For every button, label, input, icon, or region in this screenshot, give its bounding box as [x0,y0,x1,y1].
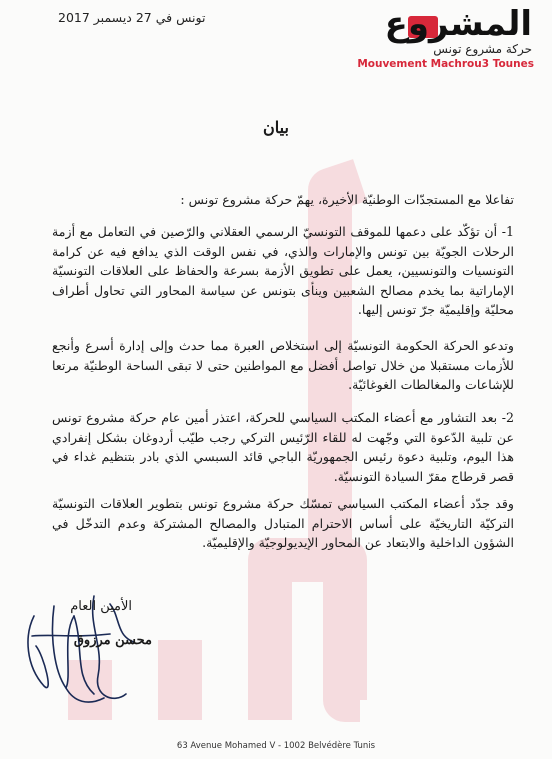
document-title: بيان [263,118,289,137]
paragraph-1: 1- أن تؤكّد على دعمها للموقف التونسيّ الرسمي العقلاني والرّصين في التعامل مع أزمة الرحلات الجويّة بين تونس والإمارات والذي، في نفس الوقت الذي يدافع فيه عن كرامة التونسيات والتونسيين، يعمل على تطويق الأزمة بسرعة والحفاظ على العلاقات التونسيّة الإماراتية بما يخدم مصالح الشعبين وينأى بتونس عن سياسة المحاور التي تحاول أطراف محليّة وإقليميّة جرّ تونس إليها. [52,224,514,318]
logo-arabic-subtitle: حركة مشروع تونس [433,42,532,56]
signatory-name: محسن مرزوق [73,633,152,648]
signatory-role: الأمين العام [70,599,132,614]
footer-address: 63 Avenue Mohamed V - 1002 Belvédère Tunis [176,741,376,751]
logo-latin-name: Mouvement Machrou3 Tounes [357,58,534,70]
paragraph-3: 2- بعد التشاور مع أعضاء المكتب السياسي للحركة، اعتذر أمين عام حركة مشروع تونس عن تلبية الدّعوة التي وجّهت له للقاء الرّئيس التركي رجب طيّب أردوغان بشكل إنفرادي هذا اليوم، وتلبية دعوة رئيس الجمهوريّة الباجي قائد السبسي الذي بادر بتنظيم غداء في قصر قرطاج مقرّ السيادة التونسيّة. [52,410,514,484]
document-date: تونس في 27 ديسمبر 2017 [58,10,206,25]
logo-arabic-wordmark: المشروع [384,4,532,44]
party-logo [357,4,542,78]
paragraph-2: وتدعو الحركة الحكومة التونسيّة إلى استخلاص العبرة مما حدث وإلى إدارة أسرع وأنجع للأزمات مستقبلا من خلال تواصل أفضل مع المواطنين حتى لا تبقى الساحة الوطنيّة مرتعا للإشاعات والمغالطات الغوغائيّة. [52,338,514,393]
intro-line: تفاعلا مع المستجدّات الوطنيّة الأخيرة، يهمّ حركة مشروع تونس : [180,192,514,207]
paragraph-4: وقد جدّد أعضاء المكتب السياسي تمسّك حركة مشروع تونس بتطوير العلاقات التونسيّة التركيّة التاريخيّة على أساس الاحترام المتبادل والمصالح المشتركة وعدم التدخّل في الشؤون الداخلية والابتعاد عن المحاور الإيديولوجيّة والإقليميّة. [52,496,514,551]
